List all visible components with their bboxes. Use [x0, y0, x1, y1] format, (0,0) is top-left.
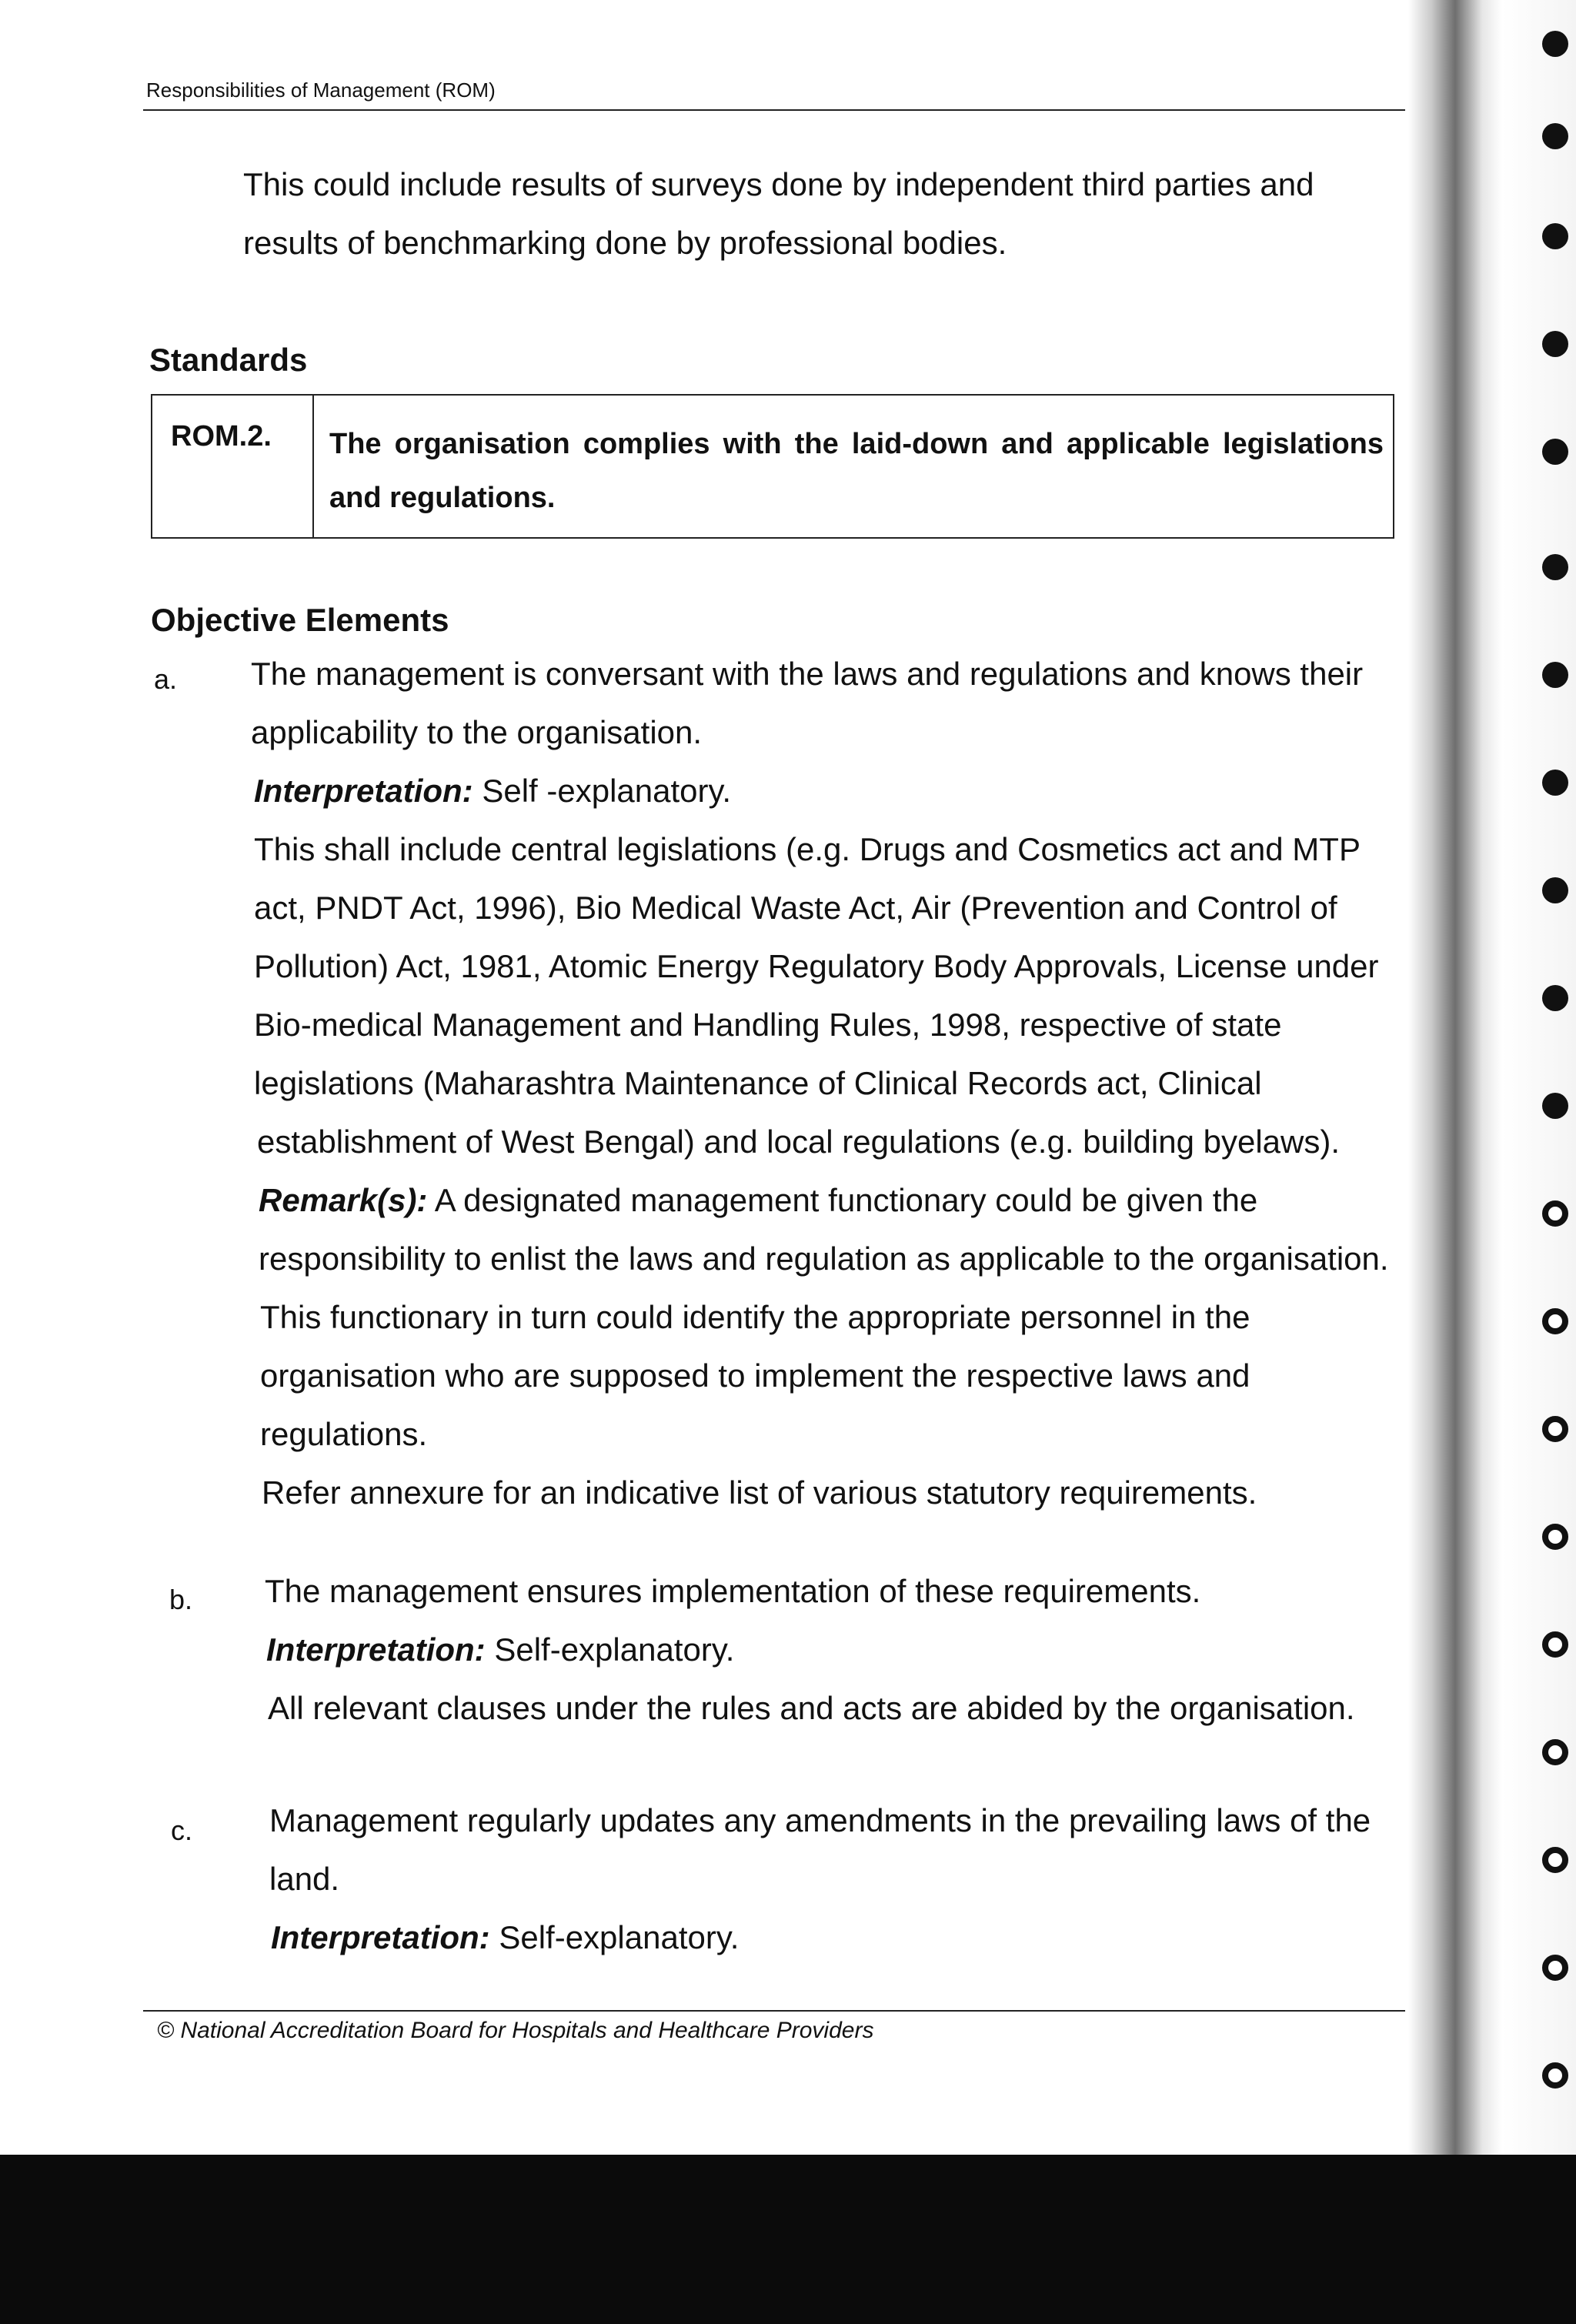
binding-ring	[1542, 223, 1568, 249]
binding-ring	[1542, 985, 1568, 1011]
binding-ring	[1542, 1416, 1568, 1442]
standards-heading: Standards	[149, 342, 308, 378]
item-b-label: b.	[169, 1584, 193, 1615]
item-a-detail-1: This shall include central legislations (e.g. Drugs and Cosmetics act and MTP	[254, 831, 1361, 867]
binding-ring	[1542, 662, 1568, 688]
item-a-detail-6: establishment of West Bengal) and local regulations (e.g. building byelaws).	[257, 1124, 1340, 1160]
item-a-remark-3: This functionary in turn could identify the appropriate personnel in the	[260, 1299, 1250, 1335]
footer-copyright: © National Accreditation Board for Hospitals and Healthcare Providers	[157, 2018, 874, 2043]
interpretation-label: Interpretation:	[254, 773, 473, 809]
intro-line-1: This could include results of surveys done by independent third parties and	[243, 166, 1314, 202]
remark-text: A designated management functionary could be given the	[434, 1182, 1258, 1218]
binding-ring	[1542, 877, 1568, 903]
remark-label: Remark(s):	[259, 1182, 428, 1218]
binding-ring	[1542, 331, 1568, 357]
binding-ring	[1542, 2062, 1568, 2089]
interpretation-text: Self-explanatory.	[494, 1631, 735, 1668]
item-a-remark-5: regulations.	[260, 1416, 428, 1452]
item-a-label: a.	[154, 663, 178, 695]
item-a-line-1: The management is conversant with the laws and regulations and knows their	[251, 656, 1364, 692]
binding-ring	[1542, 554, 1568, 580]
binding-ring	[1542, 1200, 1568, 1227]
standard-id: ROM.2.	[171, 420, 272, 452]
interpretation-label: Interpretation:	[271, 1919, 490, 1955]
item-a-detail-2: act, PNDT Act, 1996), Bio Medical Waste Act, Air (Prevention and Control of	[254, 890, 1337, 926]
binding-ring	[1542, 770, 1568, 796]
item-a-refer: Refer annexure for an indicative list of various statutory requirements.	[262, 1474, 1257, 1511]
interpretation-label: Interpretation:	[266, 1631, 486, 1668]
running-header: Responsibilities of Management (ROM)	[146, 78, 496, 102]
item-a-remark-2: responsibility to enlist the laws and regulation as applicable to the organisation.	[259, 1240, 1389, 1277]
objective-elements-heading: Objective Elements	[151, 602, 449, 638]
item-a-detail-4: Bio-medical Management and Handling Rules, 1998, respective of state	[254, 1007, 1282, 1043]
intro-line-2: results of benchmarking done by professional bodies.	[243, 225, 1007, 261]
scan-bottom-edge	[0, 2155, 1576, 2324]
item-a-line-2: applicability to the organisation.	[251, 714, 703, 750]
item-c-line-1: Management regularly updates any amendments in the prevailing laws of the	[269, 1802, 1371, 1838]
binding-ring	[1542, 31, 1568, 57]
binding-ring	[1542, 1524, 1568, 1550]
item-b-detail-1: All relevant clauses under the rules and acts are abided by the organisation.	[268, 1690, 1355, 1726]
interpretation-text: Self-explanatory.	[499, 1919, 740, 1955]
binding-ring	[1542, 1847, 1568, 1873]
item-c-label: c.	[171, 1815, 193, 1846]
binding-ring	[1542, 1739, 1568, 1765]
binding-ring	[1542, 1955, 1568, 1981]
standard-text: The organisation complies with the laid-down and applicable legislations and regulations.	[329, 428, 1384, 514]
item-a-detail-3: Pollution) Act, 1981, Atomic Energy Regulatory Body Approvals, License under	[254, 948, 1379, 984]
item-a-remark-4: organisation who are supposed to implement the respective laws and	[260, 1357, 1250, 1394]
item-b-line-1: The management ensures implementation of these requirements.	[265, 1573, 1201, 1609]
binding-ring	[1542, 439, 1568, 465]
binding-ring	[1542, 1093, 1568, 1119]
interpretation-text: Self -explanatory.	[482, 773, 732, 809]
binding-ring	[1542, 1631, 1568, 1658]
item-a-detail-5: legislations (Maharashtra Maintenance of Clinical Records act, Clinical	[254, 1065, 1262, 1101]
item-c-line-2: land.	[269, 1861, 340, 1897]
binding-ring	[1542, 1308, 1568, 1334]
binding-ring	[1542, 123, 1568, 149]
